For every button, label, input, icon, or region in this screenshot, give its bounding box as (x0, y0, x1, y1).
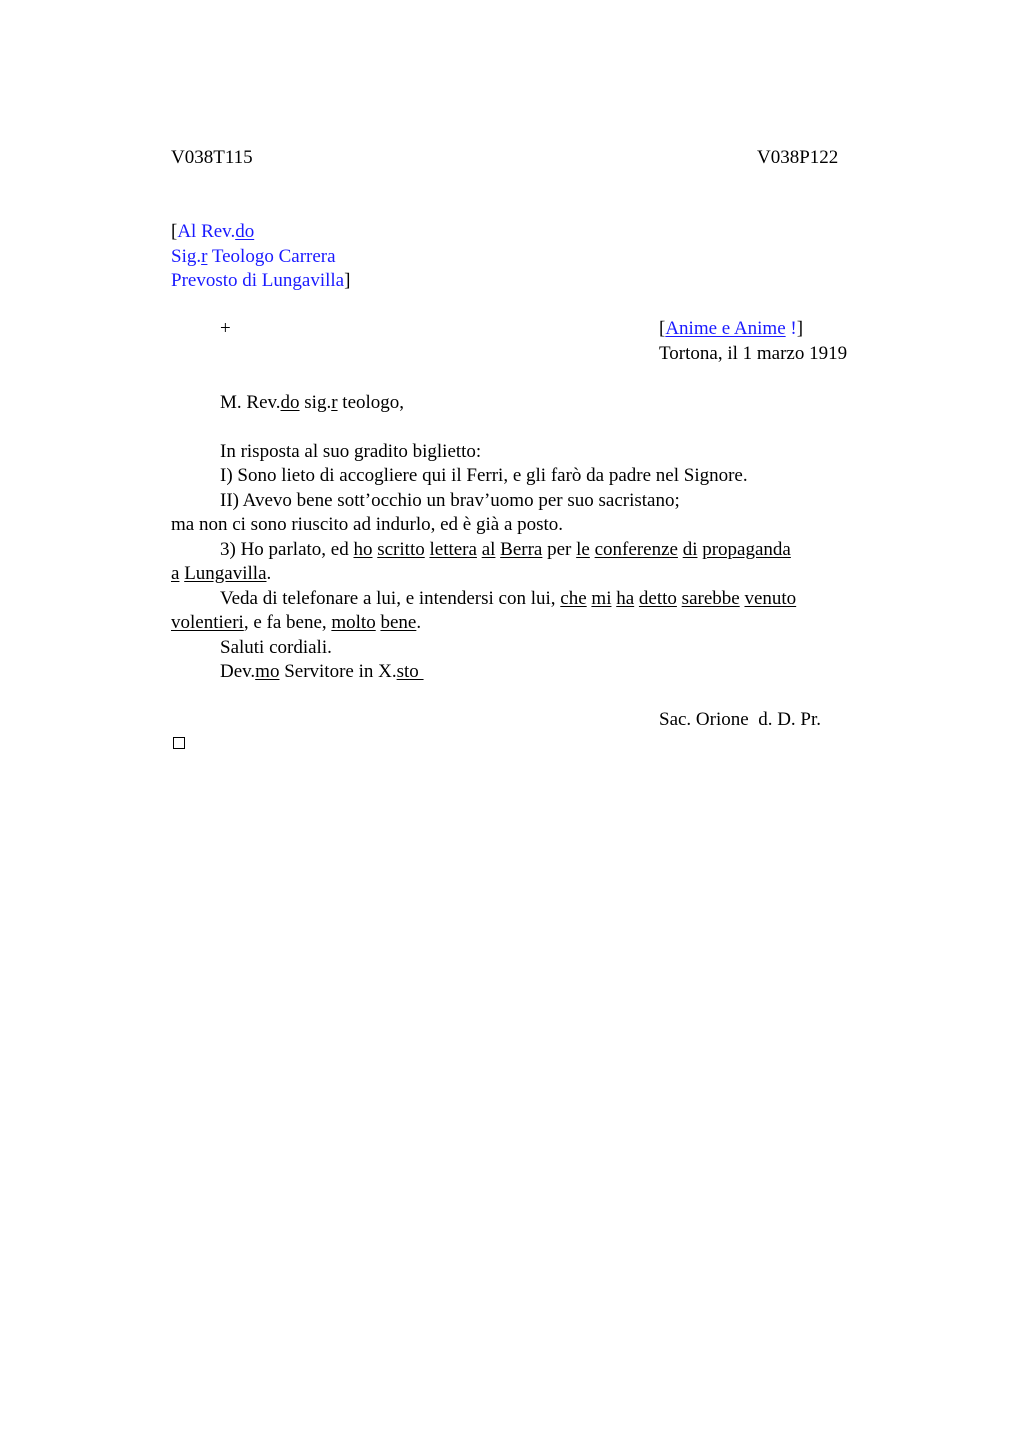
signature: Sac. Orione d. D. Pr. (659, 709, 822, 730)
address-line-1: [Al Rev.do (171, 221, 255, 242)
salutation: M. Rev.do sig.r teologo, (220, 392, 405, 413)
motto-text: Anime e Anime (665, 318, 786, 339)
address-line-2: Sig.r Teologo Carrera (171, 246, 336, 267)
motto: [Anime e Anime !] (659, 318, 804, 339)
body-point-3-line-1: 3) Ho parlato, ed ho scritto lettera al Berra per le conferenze di propaganda (220, 539, 791, 560)
doc-code-left: V038T115 (171, 147, 253, 168)
body-point-4-line-1: Veda di telefonare a lui, e intendersi con lui, che mi ha detto sarebbe venuto (220, 588, 797, 609)
doc-code-right: V038P122 (757, 147, 839, 168)
body-point-1: I) Sono lieto di accogliere qui il Ferri, e gli farò da padre nel Signore. (220, 465, 748, 486)
body-closing: Dev.mo Servitore in X.sto (220, 661, 424, 682)
date-line: Tortona, il 1 marzo 1919 (659, 343, 848, 364)
body-point-4-line-2: volentieri, e fa bene, molto bene. (171, 612, 422, 633)
body-intro: In risposta al suo gradito biglietto: (220, 441, 482, 462)
body-point-3-line-2: a Lungavilla. (171, 563, 272, 584)
body-greeting: Saluti cordiali. (220, 637, 332, 658)
empty-square-icon (173, 737, 185, 749)
body-point-2-line-1: II) Avevo bene sott’occhio un brav’uomo per suo sacristano; (220, 490, 680, 511)
cross-symbol: + (220, 318, 231, 339)
body-point-2-line-2: ma non ci sono riuscito ad indurlo, ed è già a posto. (171, 514, 564, 535)
address-line-3: Prevosto di Lungavilla] (171, 270, 351, 291)
